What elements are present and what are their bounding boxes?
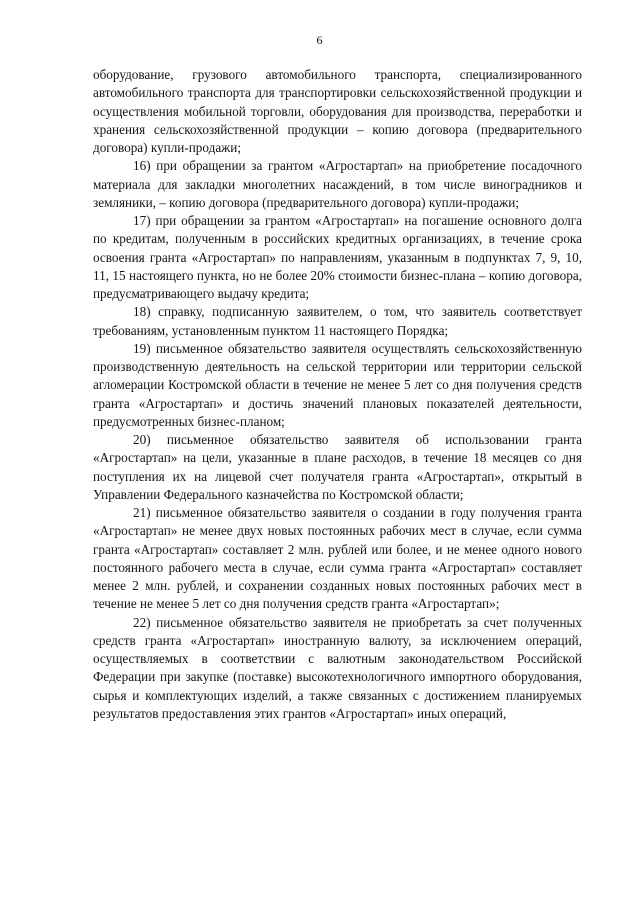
paragraph-item-19: 19) письменное обязательство заявителя осуществлять сельскохозяйственную производственную деятельность на сельской территории или территории сельской агломерации Костромской области в течение не менее 5 лет со дня получения средств гранта «Агростартап» и достичь значений плановых показателей деятельности, предусмотренных бизнес-планом; <box>93 340 582 429</box>
paragraph-continuation: оборудование, грузового автомобильного транспорта, специализированного автомобильного транспорта для транспортировки сельскохозяйственной продукции и осуществления мобильной торговли, оборудования для производства, переработки и хранения сельскохозяйственной продукции – копию договора (предварительного договора) купли-продажи; <box>93 67 582 155</box>
paragraph-item-18: 18) справку, подписанную заявителем, о том, что заявитель соответствует требованиям, установленным пунктом 11 настоящего Порядка; <box>93 304 582 338</box>
page-number: 6 <box>316 33 323 47</box>
paragraph-item-22: 22) письменное обязательство заявителя не приобретать за счет полученных средств гранта «Агростартап» иностранную валюту, за исключением операций, осуществляемых в соответствии с валютным законодательством Российской Федерации при закупке (поставке) высокотехнологичного импортного оборудования, сырья и комплектующих изделий, а также связанных с достижением планируемых результатов предоставления этих грантов «Агростартап» иных операций, <box>93 614 582 721</box>
paragraph-item-20: 20) письменное обязательство заявителя об использовании гранта «Агростартап» на цели, указанные в плане расходов, в течение 18 месяцев со дня поступления их на лицевой счет получателя гранта «Агростартап», открытый в Управлении Федерального казначейства по Костромской области; <box>93 432 582 502</box>
paragraph-item-17: 17) при обращении за грантом «Агростартап» на погашение основного долга по кредитам, полученным в российских кредитных организациях, в течение срока освоения гранта «Агростартап» по направлениям, указанным в подпунктах 7, 9, 10, 11, 15 настоящего пункта, но не более 20% стоимости бизнес-плана – копию договора, предусматривающего выдачу кредита; <box>93 213 582 301</box>
document-body <box>93 66 582 723</box>
paragraph-item-21: 21) письменное обязательство заявителя о создании в году получения гранта «Агростартап» не менее двух новых постоянных рабочих мест в случае, если сумма гранта «Агростартап» составляет 2 млн. рублей или более, и не менее одного нового постоянного рабочего места в случае, если сумма гранта «Агростартап» составляет менее 2 млн. рублей, и сохранении созданных новых постоянных рабочих мест в течение не менее 5 лет со дня получения средств гранта «Агростартап»; <box>93 505 582 612</box>
paragraph-item-16: 16) при обращении за грантом «Агростартап» на приобретение посадочного материала для закладки многолетних насаждений, в том числе виноградников и земляники, – копию договора (предварительного договора) купли-продажи; <box>93 158 582 210</box>
